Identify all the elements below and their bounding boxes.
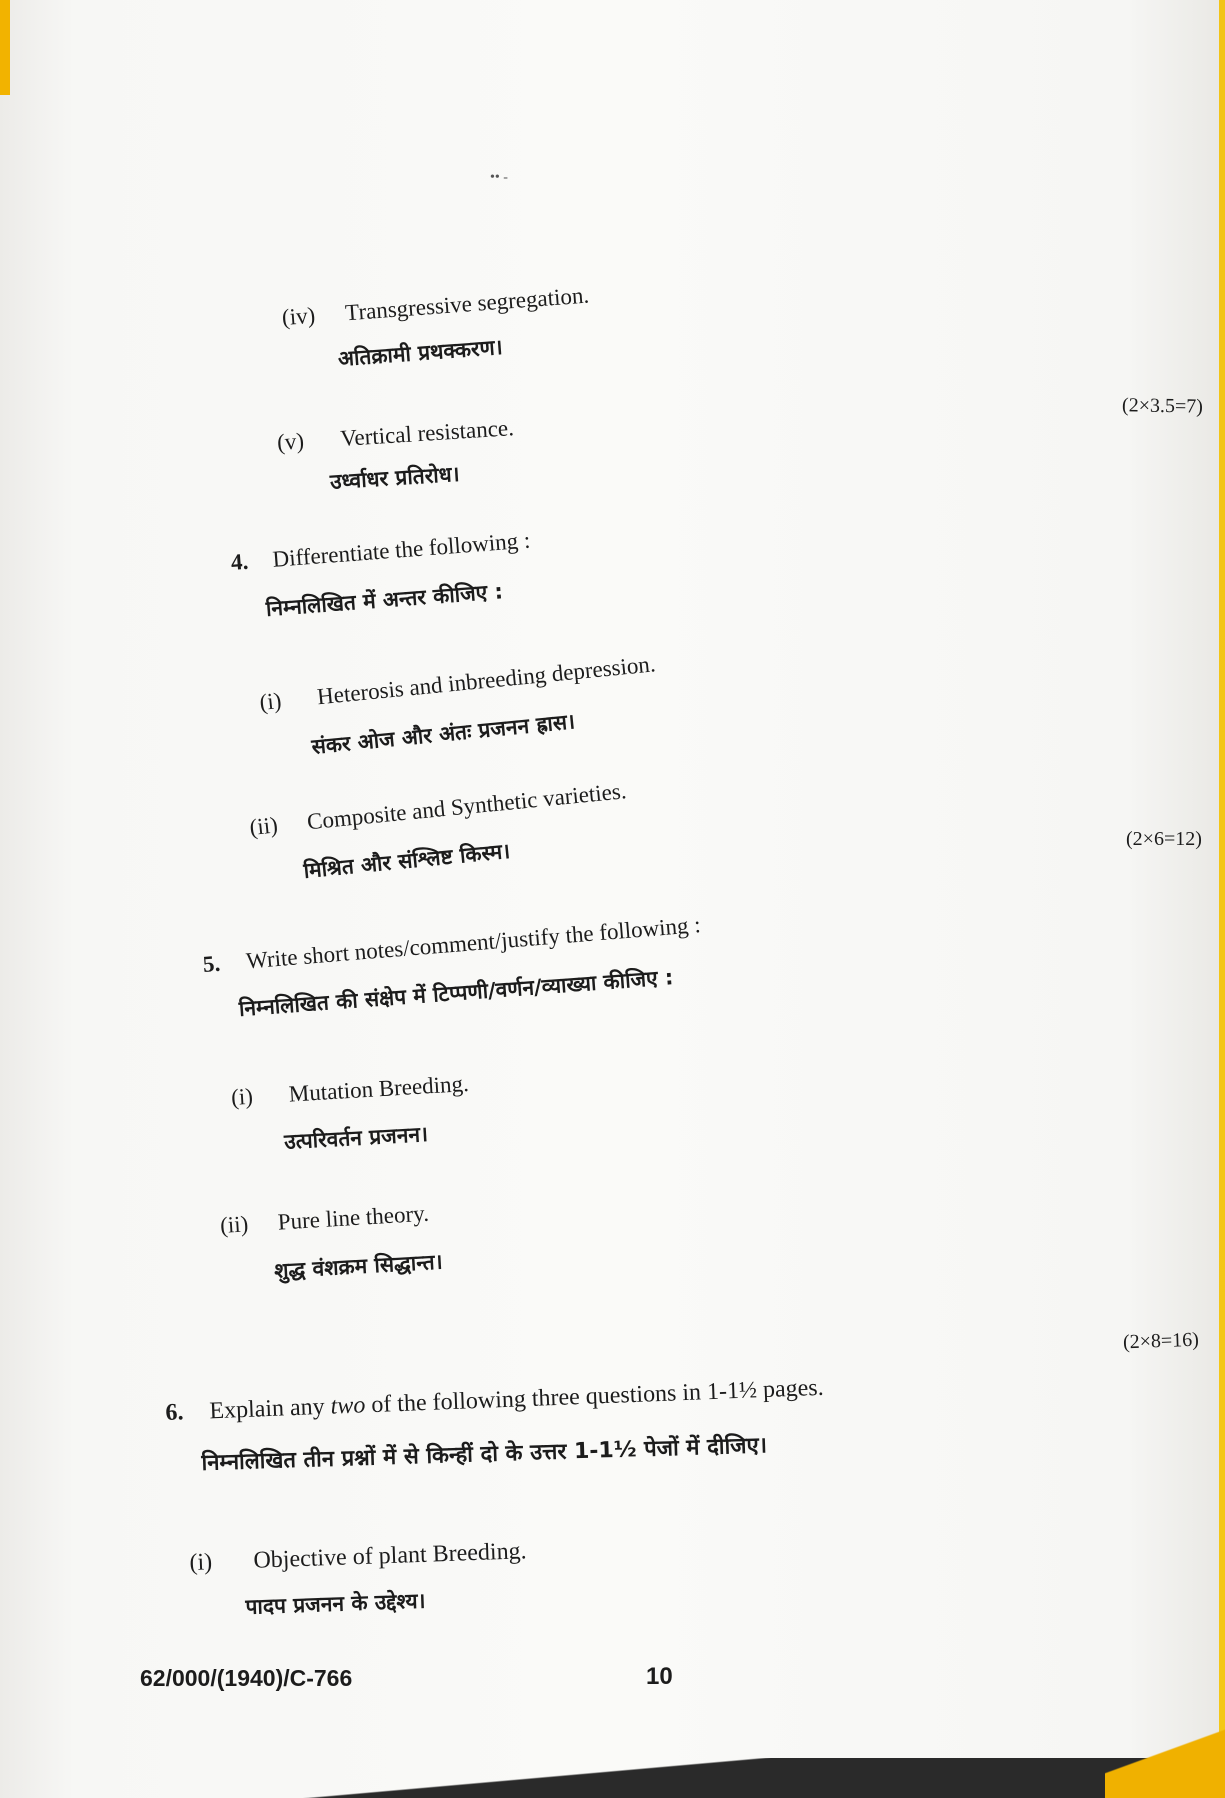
q3-item-iv-label: (iv) — [281, 302, 317, 331]
q5-item-ii-label: (ii) — [219, 1211, 250, 1239]
q3-item-v-en: Vertical resistance. — [339, 415, 515, 452]
q4-en: Differentiate the following : — [271, 527, 532, 572]
yellow-edge-right — [1219, 0, 1225, 1798]
yellow-edge-bottom-right — [1105, 1688, 1225, 1798]
dark-edge-bottom — [0, 1758, 1225, 1798]
q5-number: 5. — [201, 950, 222, 978]
q6-item-i-en: Objective of plant Breeding. — [253, 1538, 528, 1574]
q3-item-v-label: (v) — [276, 428, 305, 456]
yellow-edge-top-left — [0, 0, 10, 95]
q6-number: 6. — [164, 1399, 184, 1427]
q3-item-iv-en: Transgressive segregation. — [344, 282, 590, 326]
q3-marks: (2×3.5=7) — [1121, 394, 1204, 418]
q3-item-v-hi: उर्ध्वाधर प्रतिरोध। — [329, 461, 461, 495]
q3-item-iv-hi: अतिक्रामी प्रथक्करण। — [337, 334, 504, 372]
footer-page-number: 10 — [646, 1663, 673, 1690]
q4-item-i-hi: संकर ओज और अंतः प्रजनन ह्रास। — [310, 709, 576, 760]
footer-paper-code: 62/000/(1940)/C-766 — [140, 1665, 353, 1691]
q4-item-ii-label: (ii) — [248, 812, 279, 841]
q5-en: Write short notes/comment/justify the following : — [245, 912, 702, 974]
q5-hi: निम्नलिखित की संक्षेप में टिप्पणी/वर्णन/व्याख्या कीजिए : — [238, 965, 675, 1022]
q6-item-i-label: (i) — [189, 1549, 213, 1577]
q4-marks: (2×6=12) — [1126, 828, 1202, 850]
q5-item-i-label: (i) — [230, 1083, 254, 1111]
q6-en-b: two — [330, 1392, 366, 1420]
q4-item-ii-en: Composite and Synthetic varieties. — [305, 778, 628, 835]
q4-number: 4. — [230, 548, 250, 576]
q4-item-i-label: (i) — [258, 688, 283, 716]
q6-item-i-hi: पादप प्रजनन के उद्देश्य। — [245, 1588, 426, 1620]
q6-en-a: Explain any — [208, 1393, 332, 1425]
q4-hi: निम्नलिखित में अन्तर कीजिए : — [265, 579, 504, 622]
q6-hi: निम्नलिखित तीन प्रश्नों में से किन्हीं दो के उत्तर 1-1½ पेजों में दीजिए। — [201, 1433, 768, 1477]
q6-en-c: of the following three questions in 1-1½ pages. — [364, 1374, 825, 1419]
q5-item-i-en: Mutation Breeding. — [288, 1070, 470, 1107]
q5-marks: (2×8=16) — [1122, 1328, 1200, 1354]
q5-item-i-hi: उत्परिवर्तन प्रजनन। — [283, 1122, 429, 1155]
q4-item-ii-hi: मिश्रित और संश्लिष्ट किस्म। — [302, 838, 512, 884]
scan-mark: •• ‑ — [490, 170, 508, 185]
q5-item-ii-en: Pure line theory. — [277, 1200, 430, 1235]
q5-item-ii-hi: शुद्ध वंशक्रम सिद्धान्त। — [273, 1249, 444, 1284]
q4-item-i-en: Heterosis and inbreeding depression. — [315, 651, 657, 710]
